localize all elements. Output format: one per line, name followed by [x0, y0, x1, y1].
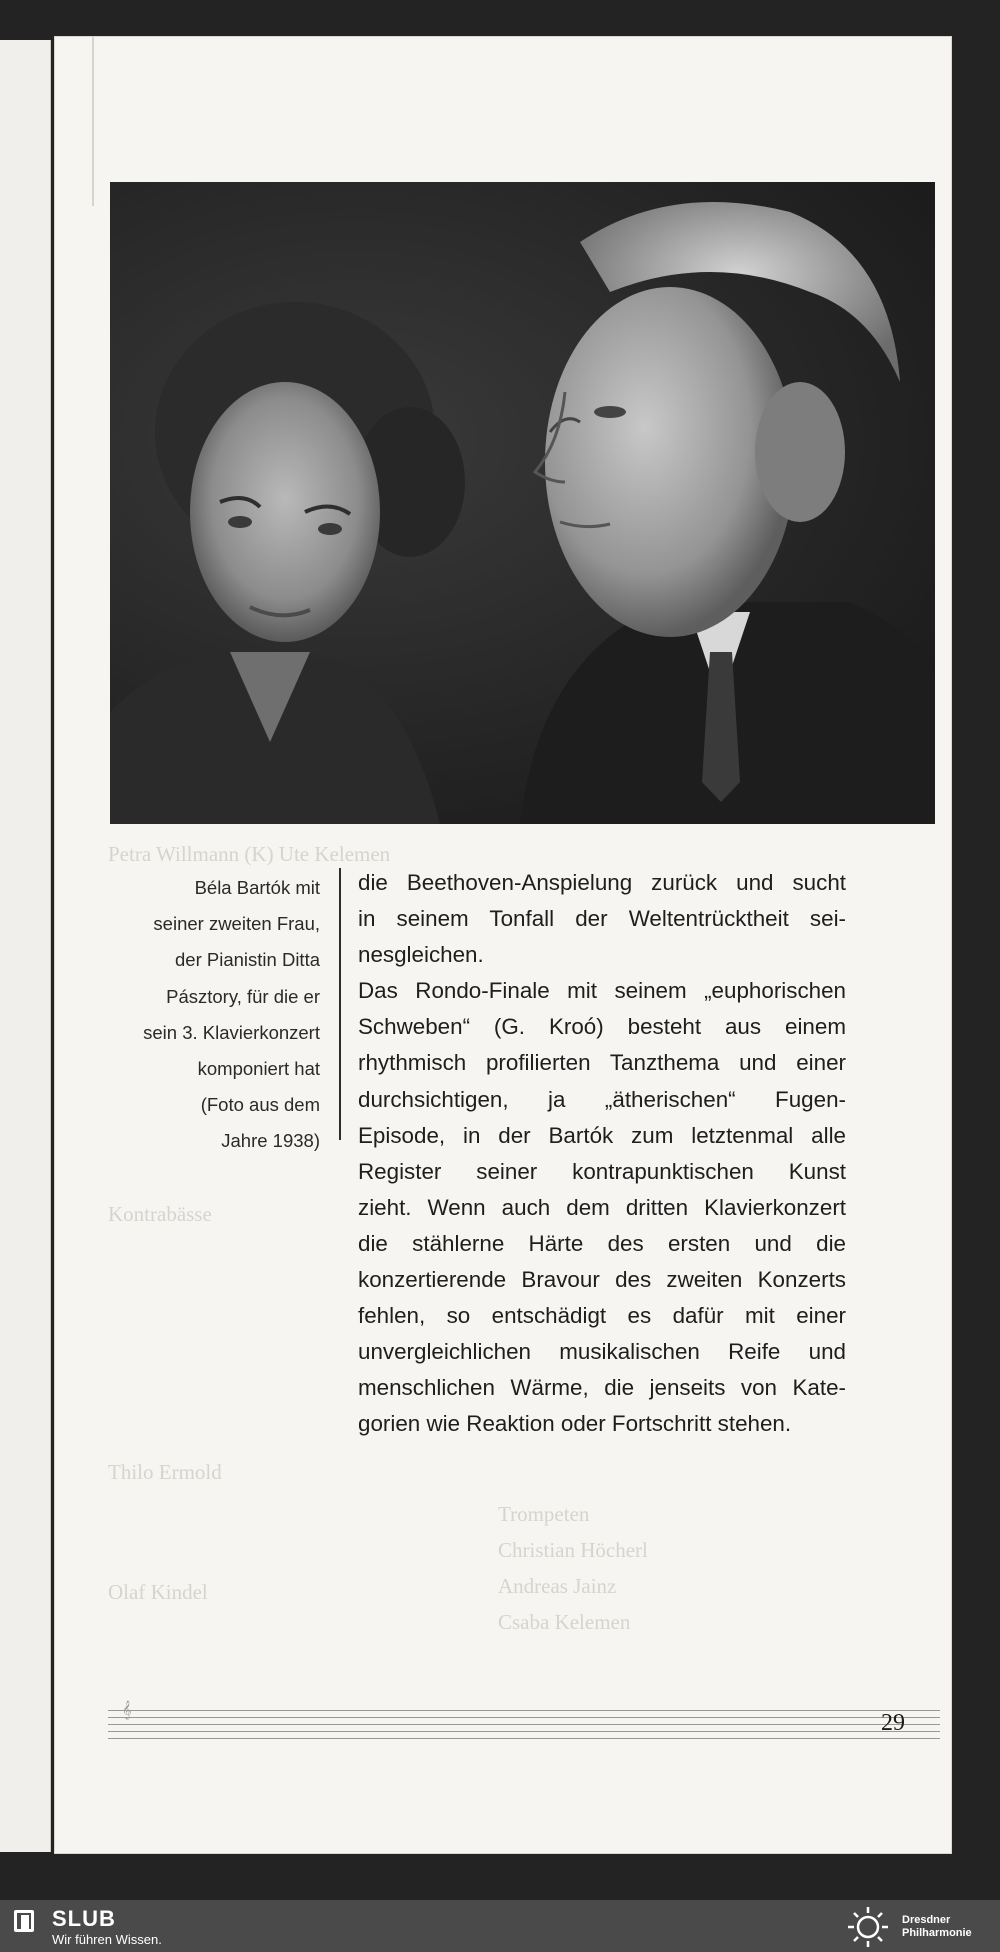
bleed-through-text: Thilo Ermold: [108, 1460, 222, 1484]
body-line: in seinem Tonfall der Weltentrücktheit sei-: [358, 906, 846, 932]
caption-line: Pásztory, für die er: [166, 985, 320, 1007]
caption-divider: [339, 868, 341, 1140]
bleed-through-text: Andreas Jainz: [498, 1574, 617, 1598]
body-line: Episode, in der Bartók zum letztenmal alle: [358, 1122, 846, 1148]
portrait-photo: [110, 182, 935, 824]
portrait-illustration: [110, 182, 935, 824]
caption-line: sein 3. Klavierkonzert: [143, 1021, 320, 1043]
body-paragraphs: [358, 865, 846, 1443]
bleed-through-text: Olaf Kindel: [108, 1580, 208, 1604]
bleed-through-text: Csaba Kelemen: [498, 1610, 631, 1634]
body-line: Register seiner kontrapunktischen Kunst: [358, 1158, 846, 1184]
partner-name-line2: Philharmonie: [902, 1927, 972, 1939]
body-line: nesgleichen.: [358, 942, 484, 968]
bleed-through-text: Trompeten: [498, 1502, 590, 1526]
partner-name-line1: Dresdner: [902, 1914, 951, 1926]
caption-line: komponiert hat: [197, 1058, 320, 1080]
philharmonie-logo-icon[interactable]: [842, 1904, 894, 1950]
previous-page-edge: [0, 40, 51, 1852]
body-line: die Beethoven-Anspielung zurück und sucht: [358, 870, 846, 895]
body-line: gorien wie Reaktion oder Fortschritt stehen.: [358, 1411, 792, 1437]
slub-name[interactable]: SLUB: [52, 1906, 116, 1931]
caption-line: der Pianistin Ditta: [175, 949, 320, 971]
caption-line: Jahre 1938): [221, 1130, 320, 1152]
body-line: rhythmisch profilierten Tanzthema und einer: [358, 1050, 846, 1076]
body-line: Das Rondo-Finale mit seinem „euphorischen: [358, 978, 846, 1004]
body-line: fehlen, so entschädigt es dafür mit einer: [358, 1303, 846, 1329]
partner-name: [902, 1914, 998, 1940]
caption-line: Béla Bartók mit: [194, 877, 320, 898]
body-line: die stählerne Härte des ersten und die: [358, 1230, 846, 1256]
body-line: unvergleichlichen musikalischen Reife und: [358, 1339, 846, 1365]
page-number: 29: [881, 1710, 905, 1736]
body-line: Schweben“ (G. Kroó) besteht aus einem: [358, 1014, 846, 1040]
body-line: menschlichen Wärme, die jenseits von Kate-: [358, 1375, 846, 1401]
caption-line: (Foto aus dem: [200, 1094, 320, 1116]
viewer-footer-bar: [0, 1900, 1000, 1952]
bleed-through-text: Petra Willmann (K) Ute Kelemen: [108, 842, 391, 866]
slub-tagline: Wir führen Wissen.: [52, 1932, 162, 1947]
slub-logo-icon[interactable]: [14, 1910, 34, 1932]
body-line: konzertierende Bravour des zweiten Konzerts: [358, 1267, 846, 1293]
page-fold-line: [92, 36, 94, 206]
body-line: zieht. Wenn auch dem dritten Klavierkonzert: [358, 1194, 846, 1220]
bleed-through-text: Christian Höcherl: [498, 1538, 648, 1562]
bleed-through-text: Kontrabässe: [108, 1202, 212, 1226]
photo-caption: [112, 870, 320, 1160]
body-line: durchsichtigen, ja „ätherischen“ Fugen-: [358, 1086, 846, 1112]
caption-line: seiner zweiten Frau,: [153, 913, 320, 935]
